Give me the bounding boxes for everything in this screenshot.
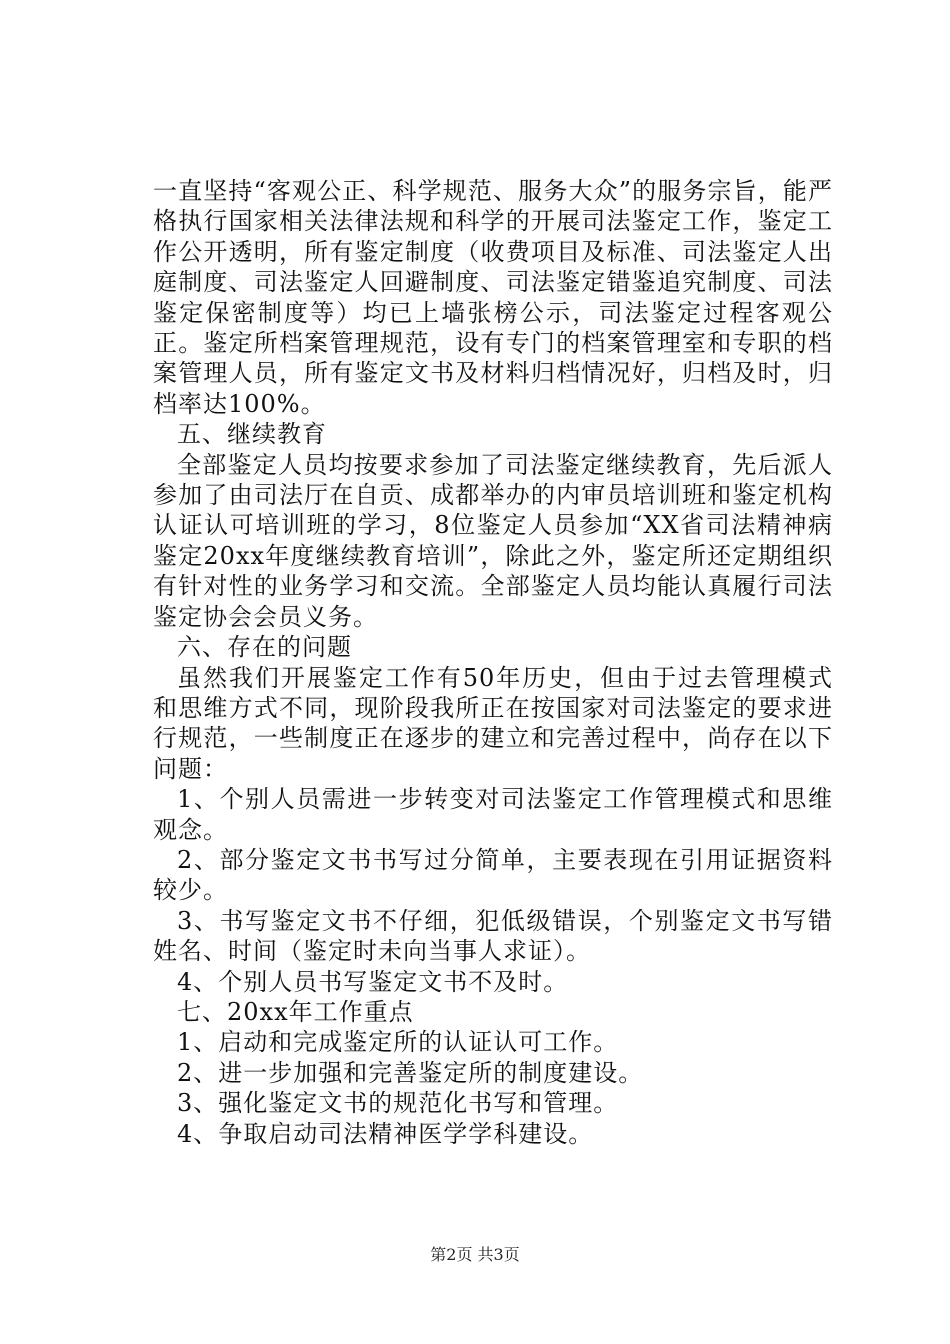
problem-item-4: 4、个别人员书写鉴定文书不及时。 bbox=[177, 967, 569, 996]
page-number-footer: 第2页 共3页 bbox=[430, 1245, 520, 1264]
section-heading-work-focus: 七、20xx年工作重点 bbox=[177, 997, 414, 1026]
paragraph-problems-intro: 虽然我们开展鉴定工作有50年历史，但由于过去管理模式和思维方式不同，现阶段我所正在按国家对司法鉴定的要求进行规范，一些制度正在逐步的建立和完善过程中，尚存在以下问题： bbox=[153, 663, 833, 783]
problem-item-3: 3、书写鉴定文书不仔细，犯低级错误，个别鉴定文书写错姓名、时间（鉴定时未向当事人求证）。 bbox=[153, 906, 833, 966]
work-focus-item-4: 4、争取启动司法精神医学学科建设。 bbox=[177, 1119, 594, 1148]
work-focus-item-1: 1、启动和完成鉴定所的认证认可工作。 bbox=[177, 1028, 619, 1057]
section-heading-existing-problems: 六、存在的问题 bbox=[177, 633, 352, 662]
problem-item-2: 2、部分鉴定文书书写过分简单，主要表现在引用证据资料较少。 bbox=[153, 845, 833, 905]
work-focus-item-2: 2、进一步加强和完善鉴定所的制度建设。 bbox=[177, 1058, 644, 1087]
paragraph-continuing-education: 全部鉴定人员均按要求参加了司法鉴定继续教育，先后派人参加了由司法厅在自贡、成都举办的内审员培训班和鉴定机构认证认可培训班的学习，8位鉴定人员参加“XX省司法精神病鉴定20xx年度继续教育培训”，除此之外，鉴定所还定期组织有针对性的业务学习和交流。全部鉴定人员均能认真履行司法鉴定协会会员义务。 bbox=[153, 450, 833, 631]
document-body bbox=[153, 176, 833, 1149]
work-focus-item-3: 3、强化鉴定文书的规范化书写和管理。 bbox=[177, 1089, 619, 1118]
problem-item-1: 1、个别人员需进一步转变对司法鉴定工作管理模式和思维观念。 bbox=[153, 785, 833, 844]
section-heading-continuing-education: 五、继续教育 bbox=[177, 420, 327, 449]
paragraph-archive-management: 一直坚持“客观公正、科学规范、服务大众”的服务宗旨，能严格执行国家相关法律法规和科学的开展司法鉴定工作，鉴定工作公开透明，所有鉴定制度（收费项目及标准、司法鉴定人出庭制度、司法鉴定人回避制度、司法鉴定错鉴追究制度、司法鉴定保密制度等）均已上墙张榜公示，司法鉴定过程客观公正。鉴定所档案管理规范，设有专门的档案管理室和专职的档案管理人员，所有鉴定文书及材料归档情况好，归档及时，归档率达100%。 bbox=[153, 177, 833, 418]
